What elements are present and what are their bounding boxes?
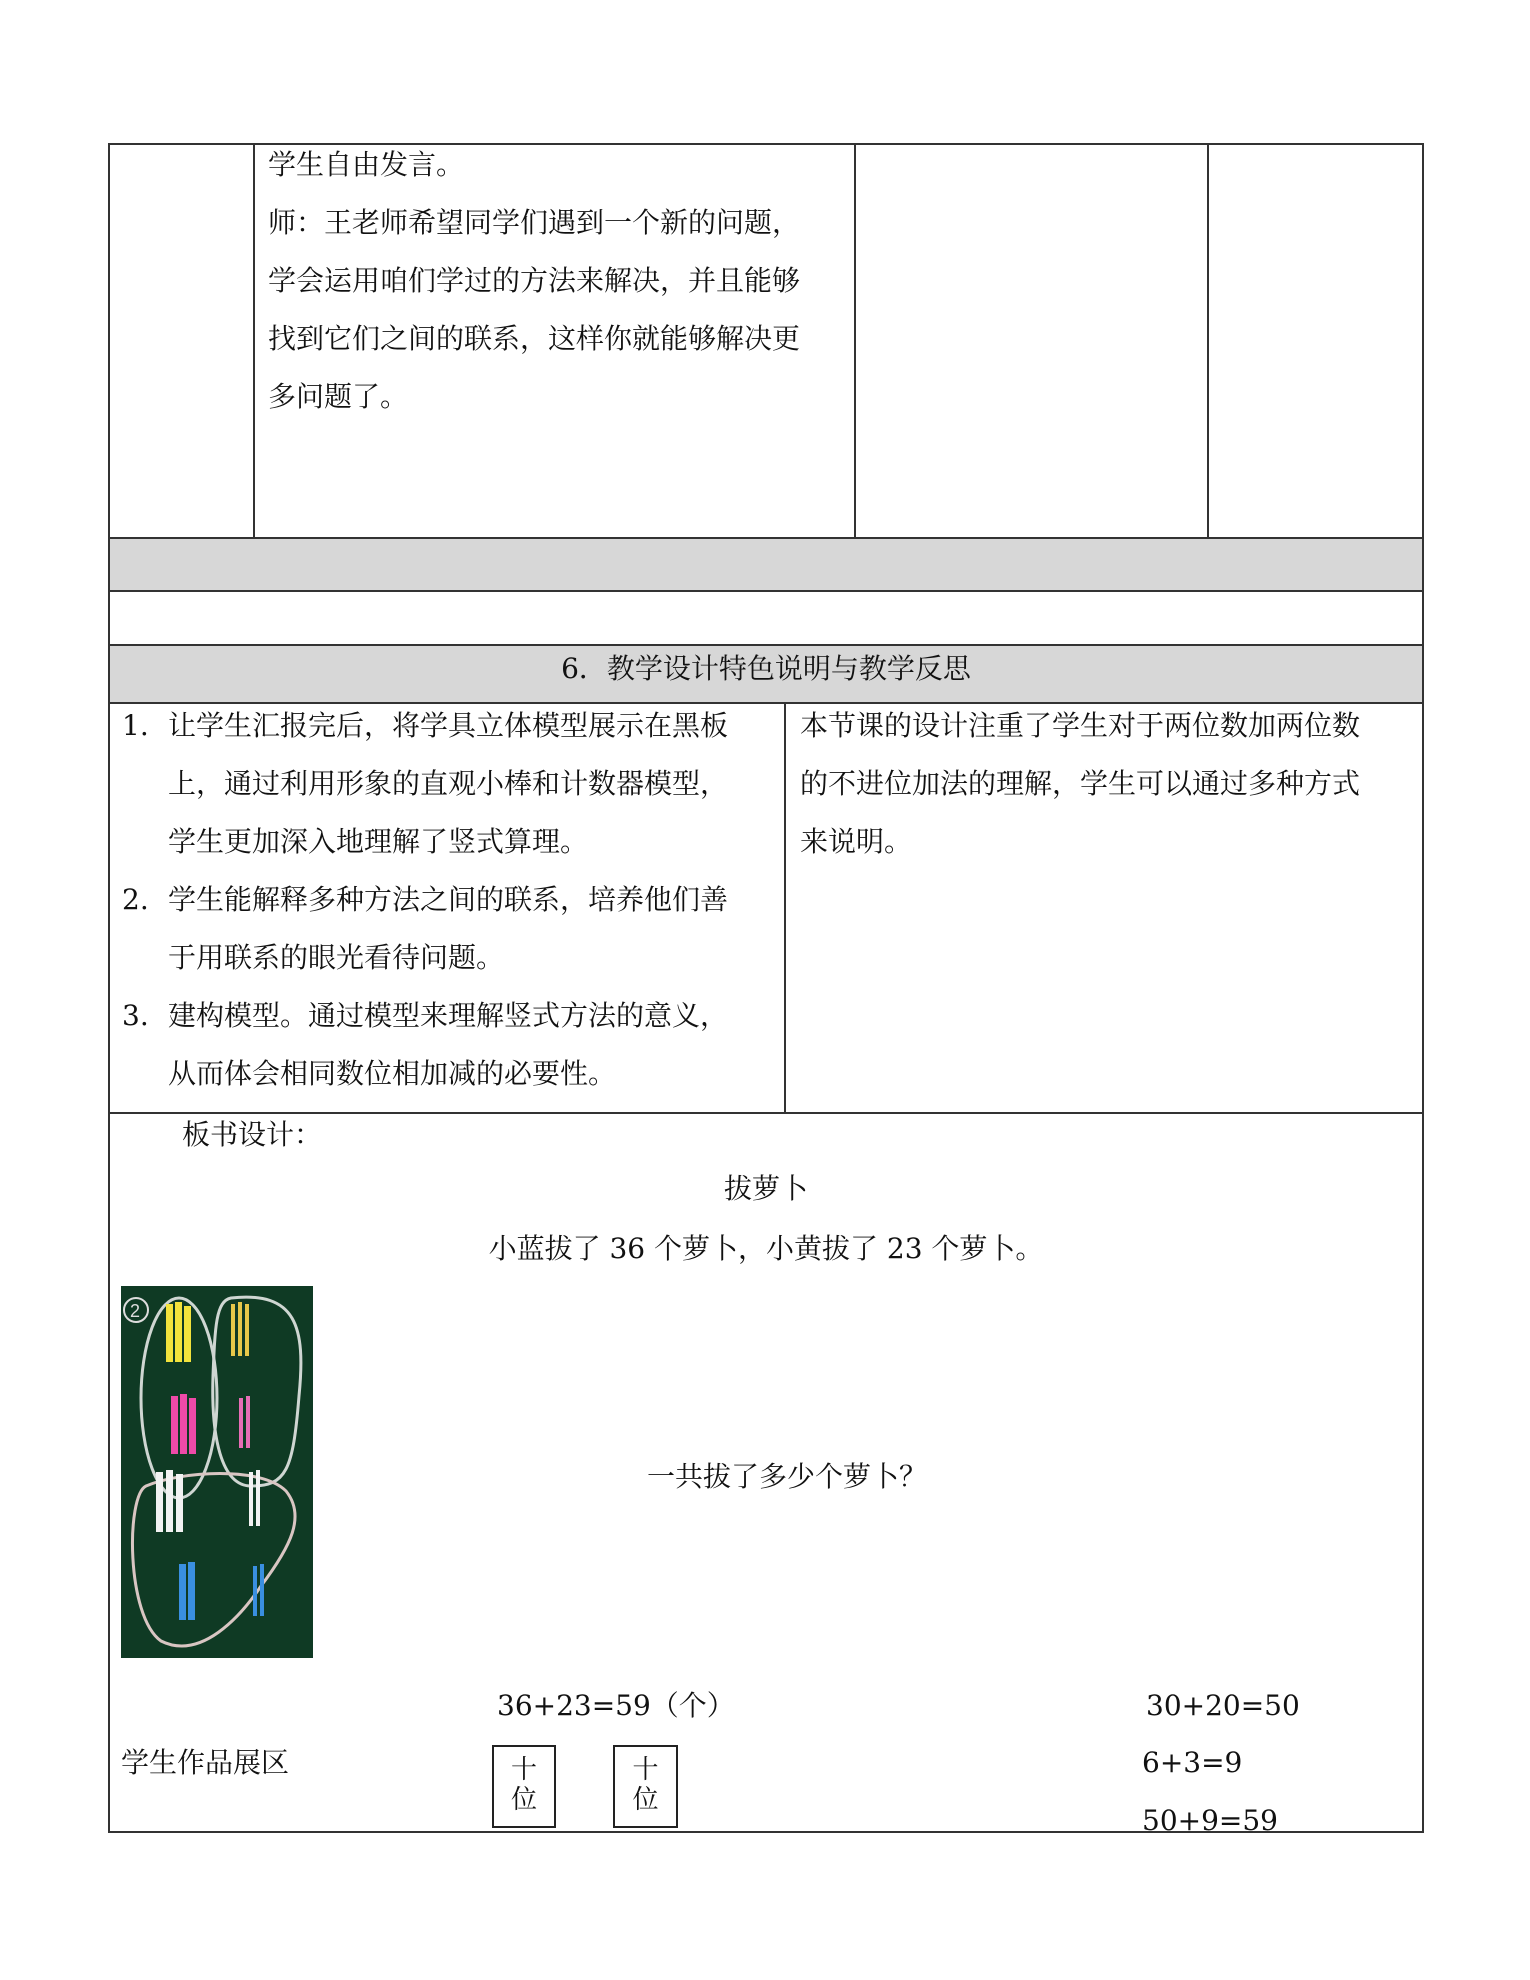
col-divider-3 bbox=[1207, 143, 1209, 538]
board-design-label: 板书设计： bbox=[182, 1118, 323, 1151]
teaching-reflection: 本节课的设计注重了学生对于两位数加两位数 的不进位加法的理解，学生可以通过多种方式 来说明。 bbox=[800, 709, 1361, 858]
list-item-3: 建构模型。通过模型来理解竖式方法的意义， 从而体会相同数位相加减的必要性。 bbox=[168, 999, 729, 1090]
list-number-3: 3. bbox=[122, 999, 149, 1032]
board-question: 一共拔了多少个萝卜？ bbox=[647, 1460, 928, 1493]
student-work-showcase-label: 学生作品展区 bbox=[121, 1746, 290, 1779]
board-problem: 小蓝拔了 36 个萝卜，小黄拔了 23 个萝卜。 bbox=[488, 1232, 1044, 1265]
gray-separator-row bbox=[110, 539, 1422, 590]
col-divider-1 bbox=[253, 143, 255, 538]
step-3: 50+9=59 bbox=[1142, 1804, 1278, 1837]
row-divider bbox=[108, 590, 1424, 592]
counting-sticks-photo bbox=[121, 1286, 313, 1658]
list-item-1: 让学生汇报完后，将学具立体模型展示在黑板 上，通过利用形象的直观小棒和计数器模型， 学生更加深入地理解了竖式算理。 bbox=[168, 709, 729, 858]
col-divider-2 bbox=[854, 143, 856, 538]
list-number-2: 2. bbox=[122, 883, 149, 916]
svg-text:2: 2 bbox=[130, 1301, 141, 1321]
teacher-dialogue: 学生自由发言。 师：王老师希望同学们遇到一个新的问题， 学会运用咱们学过的方法来解决，并且能够 找到它们之间的联系，这样你就能够解决更 多问题了。 bbox=[268, 148, 801, 413]
place-value-box-2: 十 位 bbox=[613, 1745, 678, 1828]
table-border-right bbox=[1422, 143, 1424, 1833]
list-number-1: 1. bbox=[122, 709, 149, 742]
section6-title: 6．教学设计特色说明与教学反思 bbox=[561, 652, 971, 685]
board-equation: 36+23=59（个） bbox=[497, 1689, 735, 1722]
step-2: 6+3=9 bbox=[1142, 1746, 1243, 1779]
step-1: 30+20=50 bbox=[1146, 1689, 1300, 1722]
list-item-2: 学生能解释多种方法之间的联系，培养他们善 于用联系的眼光看待问题。 bbox=[168, 883, 729, 974]
place-value-box-1: 十 位 bbox=[492, 1745, 556, 1828]
board-title: 拔萝卜 bbox=[723, 1172, 808, 1205]
col-divider-section6 bbox=[784, 702, 786, 1114]
table-border-left bbox=[108, 143, 110, 1833]
